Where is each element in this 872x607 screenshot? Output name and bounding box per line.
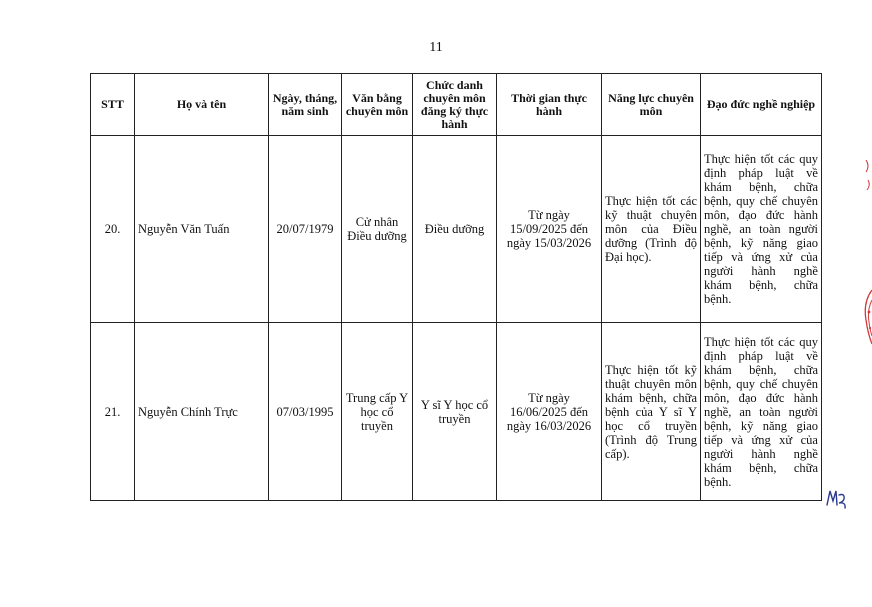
table-row (91, 323, 822, 501)
cell-time: Từ ngày 16/06/2025 đến ngày 16/03/2026 (497, 323, 602, 501)
cell-dob: 07/03/1995 (269, 323, 342, 501)
cell-degree: Cử nhân Điều dưỡng (342, 136, 413, 323)
cell-stt: 21. (91, 323, 135, 501)
header-degree: Văn bằng chuyên môn (342, 74, 413, 136)
header-competence: Năng lực chuyên môn (602, 74, 701, 136)
cell-competence: Thực hiện tốt kỹ thuật chuyên môn khám bệnh, chữa bệnh của Y sĩ Y học cổ truyền (Trình độ Trung cấp). (602, 323, 701, 501)
header-stt: STT (91, 74, 135, 136)
table-header-row (91, 74, 822, 136)
table-row (91, 136, 822, 323)
header-name: Họ và tên (135, 74, 269, 136)
cell-title: Y sĩ Y học cổ truyền (413, 323, 497, 501)
cell-title: Điều dưỡng (413, 136, 497, 323)
header-dob: Ngày, tháng, năm sinh (269, 74, 342, 136)
cell-stt: 20. (91, 136, 135, 323)
cell-ethics: Thực hiện tốt các quy định pháp luật về khám bệnh, chữa bệnh, quy chế chuyên môn, đạo đức hành nghề, an toàn người bệnh, kỹ năng giao tiếp và ứng xử của người hành nghề khám bệnh, chữa bệnh. (701, 136, 822, 323)
header-ethics: Đạo đức nghề nghiệp (701, 74, 822, 136)
header-time: Thời gian thực hành (497, 74, 602, 136)
cell-competence: Thực hiện tốt các kỹ thuật chuyên môn của Điều dưỡng (Trình độ Đại học). (602, 136, 701, 323)
header-title: Chức danh chuyên môn đăng ký thực hành (413, 74, 497, 136)
stamp-edge-mark (858, 140, 872, 380)
cell-time: Từ ngày 15/09/2025 đến ngày 15/03/2026 (497, 136, 602, 323)
cell-dob: 20/07/1979 (269, 136, 342, 323)
cell-degree: Trung cấp Y học cổ truyền (342, 323, 413, 501)
page-number: 11 (429, 40, 443, 55)
cell-ethics: Thực hiện tốt các quy định pháp luật về khám bệnh, chữa bệnh, quy chế chuyên môn, đạo đức hành nghề, an toàn người bệnh, kỹ năng giao tiếp và ứng xử của người hành nghề khám bệnh, chữa bệnh. (701, 323, 822, 501)
practice-registration-table (90, 73, 822, 501)
cell-name: Nguyễn Chính Trực (135, 323, 269, 501)
cell-name: Nguyễn Văn Tuấn (135, 136, 269, 323)
initials-signature-mark (825, 487, 851, 509)
